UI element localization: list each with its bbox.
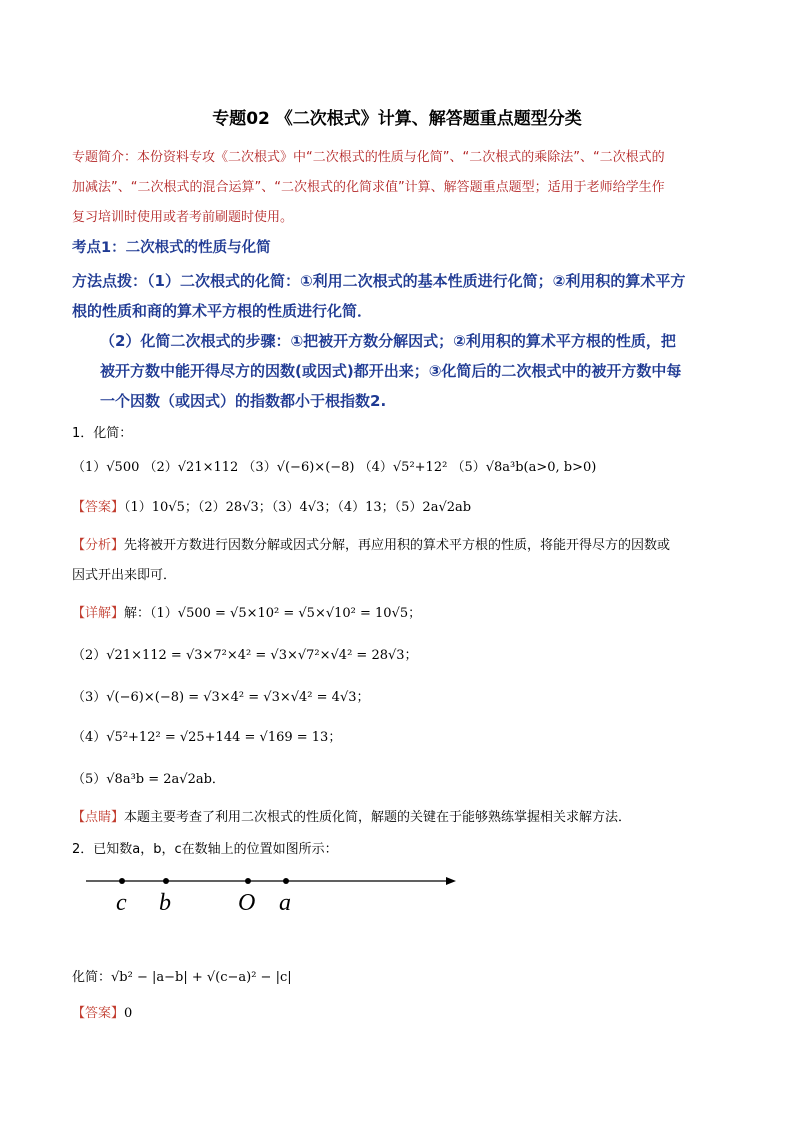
section-heading: 考点1：二次根式的性质与化简	[72, 240, 271, 256]
intro-line-3: 复习培训时使用或者考前刷题时使用。	[72, 210, 294, 225]
answer-text-2: 0	[124, 1006, 133, 1021]
question-2-stem: 2．已知数a，b，c在数轴上的位置如图所示：	[72, 842, 338, 857]
point-c	[119, 878, 125, 884]
method-line-3: （2）化简二次根式的步骤：①把被开方数分解因式；②利用积的算术平方根的性质，把	[100, 332, 676, 350]
detail-tag: 【详解】	[72, 606, 125, 621]
number-line-figure	[80, 868, 460, 918]
point-o	[245, 878, 251, 884]
point-b	[163, 878, 169, 884]
number-line-arrow	[446, 877, 456, 885]
detail-text-1: 解：（1）√500 = √5×10² = √5×√10² = 10√5；	[124, 606, 422, 621]
intro-line-1: 专题简介：本份资料专攻《二次根式》中“二次根式的性质与化简”、“二次根式的乘除法”、“二次根式的	[72, 150, 665, 165]
question-1-detail-4: （4）√5²+12² = √25+144 = √169 = 13；	[72, 730, 342, 745]
page-title: 专题02 《二次根式》计算、解答题重点题型分类	[212, 109, 582, 129]
question-1-analysis-line-1	[72, 534, 670, 553]
question-1-detail-2: （2）√21×112 = √3×7²×4² = √3×√7²×√4² = 28√3；	[72, 648, 418, 663]
answer-tag: 【答案】	[72, 500, 125, 515]
question-2-simplify: 化简：√b² − |a−b| + √(c−a)² − |c|	[72, 970, 292, 985]
question-1-comment	[72, 806, 631, 825]
question-1-detail-1	[72, 602, 421, 621]
question-2-answer	[72, 1002, 132, 1021]
method-line-2: 根的性质和商的算术平方根的性质进行化简．	[72, 302, 373, 320]
question-1-detail-5: （5）√8a³b = 2a√2ab．	[72, 772, 225, 787]
label-o: O	[238, 890, 256, 916]
comment-text: 本题主要考查了利用二次根式的性质化简，解题的关键在于能够熟练掌握相关求解方法．	[124, 810, 632, 825]
label-b: b	[159, 890, 171, 916]
answer-tag-2: 【答案】	[72, 1006, 125, 1021]
question-1-analysis-line-2: 因式开出来即可．	[72, 568, 177, 583]
analysis-tag: 【分析】	[72, 538, 125, 553]
method-line-4: 被开方数中能开得尽方的因数(或因式)都开出来；③化简后的二次根式中的被开方数中每	[100, 362, 682, 380]
comment-tag: 【点睛】	[72, 810, 125, 825]
question-1-answer	[72, 496, 471, 515]
question-1-parts: （1）√500 （2）√21×112 （3）√(−6)×(−8) （4）√5²+12² （5）√8a³b(a>0, b>0)	[72, 460, 597, 475]
label-c: c	[116, 890, 127, 916]
method-line-1: 方法点拨：（1）二次根式的化简：①利用二次根式的基本性质进行化简；②利用积的算术平方	[72, 272, 686, 290]
answer-text: （1）10√5；（2）28√3；（3）4√3；（4）13；（5）2a√2ab	[124, 500, 472, 515]
point-a	[283, 878, 289, 884]
intro-line-2: 加减法”、“二次根式的混合运算”、“二次根式的化简求值”计算、解答题重点题型；适用于老师给学生作	[72, 180, 665, 195]
label-a: a	[279, 890, 291, 916]
method-line-5: 一个因数（或因式）的指数都小于根指数2.	[100, 392, 387, 410]
question-1-stem: 1．化简：	[72, 426, 133, 441]
analysis-text: 先将被开方数进行因数分解或因式分解，再应用积的算术平方根的性质，将能开得尽方的因数或	[124, 538, 671, 553]
question-1-detail-3: （3）√(−6)×(−8) = √3×4² = √3×√4² = 4√3；	[72, 690, 370, 705]
